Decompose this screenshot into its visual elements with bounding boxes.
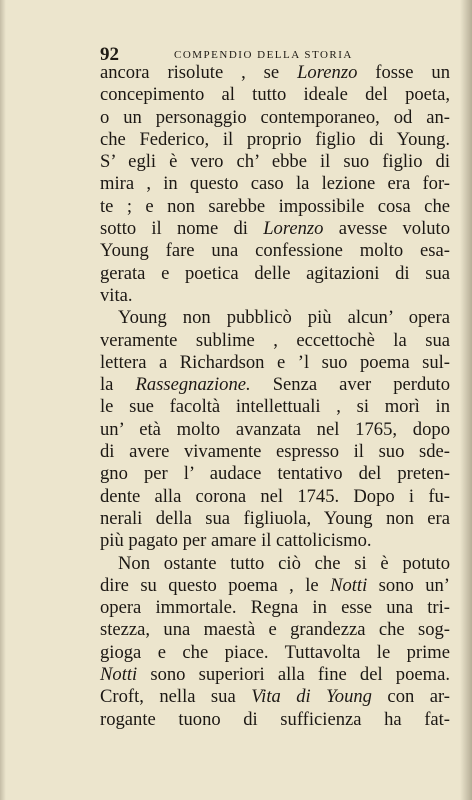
text-line: sotto il nome di Lorenzo avesse voluto xyxy=(100,218,450,240)
text-line: concepimento al tutto ideale del poeta, xyxy=(100,84,450,106)
text-line: di avere vivamente espresso il suo sde- xyxy=(100,441,450,463)
text-line: mira , in questo caso la lezione era for- xyxy=(100,173,450,195)
text-line: che Federico, il proprio figlio di Young. xyxy=(100,128,450,150)
text-line: lettera a Richardson e ’l suo poema sul- xyxy=(100,351,450,373)
text-line: nerali della sua figliuola, Young non era xyxy=(100,507,450,529)
paragraph xyxy=(100,307,450,552)
text-line: ancora risolute , se Lorenzo fosse un xyxy=(100,62,450,83)
text-line: gno per l’ audace tentativo del preten- xyxy=(100,463,450,485)
text-line: o un personaggio contemporaneo, od an- xyxy=(100,106,450,128)
page-number: 92 xyxy=(100,44,119,65)
text-line: vita. xyxy=(100,284,133,306)
page-right-shadow xyxy=(460,0,472,800)
body-text xyxy=(100,62,450,731)
text-line: Notti sono superiori alla fine del poema. xyxy=(100,664,450,686)
text-line: dente alla corona nel 1745. Dopo i fu- xyxy=(100,485,450,507)
text-line: gioga e che piace. Tuttavolta le prime xyxy=(100,641,450,663)
text-line: Non ostante tutto ciò che si è potuto xyxy=(118,552,450,574)
text-line: Young non pubblicò più alcun’ opera xyxy=(118,307,450,329)
paragraph xyxy=(100,62,450,307)
paragraph xyxy=(100,553,450,731)
text-line: dire su questo poema , le Notti sono un’ xyxy=(100,574,450,596)
text-line: un’ età molto avanzata nel 1765, dopo xyxy=(100,418,450,440)
text-line: S’ egli è vero ch’ ebbe il suo figlio di xyxy=(100,151,450,173)
text-line: più pagato per amare il cattolicismo. xyxy=(100,530,372,552)
text-line: la Rassegnazione. Senza aver perduto xyxy=(100,374,450,396)
text-line: Croft, nella sua Vita di Young con ar- xyxy=(100,686,450,708)
text-line: te ; e non sarebbe impossibile cosa che xyxy=(100,195,450,217)
text-line: opera immortale. Regna in esse una tri- xyxy=(100,597,450,619)
text-line: gerata e poetica delle agitazioni di sua xyxy=(100,262,450,284)
text-line: veramente sublime , eccettochè la sua xyxy=(100,329,450,351)
text-line: rogante tuono di sufficienza ha fat- xyxy=(100,708,450,730)
running-title: COMPENDIO DELLA STORIA xyxy=(174,49,353,61)
text-line: stezza, una maestà e grandezza che sog- xyxy=(100,619,450,641)
text-line: Young fare una confessione molto esa- xyxy=(100,240,450,262)
page-left-shadow xyxy=(0,0,6,800)
text-line: le sue facoltà intellettuali , si morì in xyxy=(100,396,450,418)
